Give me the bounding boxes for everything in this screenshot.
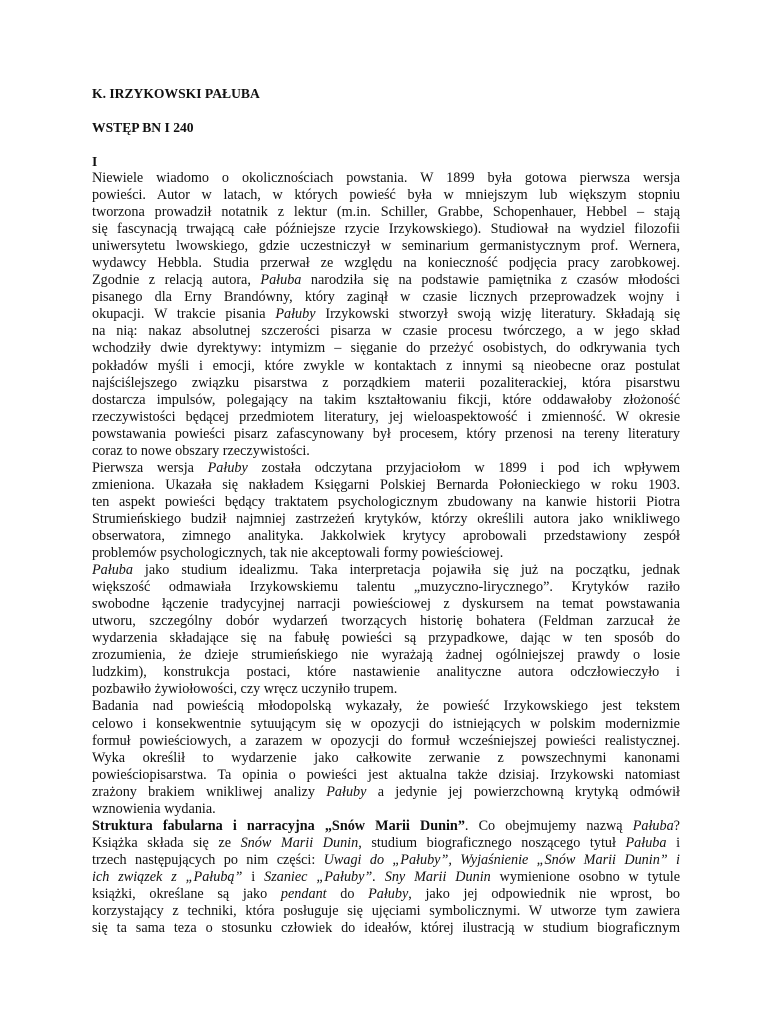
text-line (92, 681, 680, 698)
text-line (92, 801, 680, 818)
text-line (92, 750, 680, 767)
text-segment: narodziła się na podstawie pamiętnika z czasów młodości (301, 272, 680, 289)
text-line (92, 664, 680, 681)
text-line (92, 289, 680, 306)
text-segment: wymienione osobno w tytule (490, 868, 680, 885)
text-line (92, 460, 680, 477)
text-segment: okupacji. W trakcie pisania (92, 306, 276, 323)
text-line (92, 340, 680, 357)
text-line (92, 903, 680, 920)
text-line (92, 886, 680, 903)
text-line (92, 920, 680, 937)
text-line (92, 426, 680, 443)
text-segment: wydarzenia składające się na fabułę powieści są przypadkowe, dając w ten sposób do (92, 630, 680, 647)
text-segment: ? (673, 817, 680, 834)
text-segment: się ta sama teza o stosunku człowiek do ideałów, której ilustracją w studium biograficznym (92, 920, 680, 937)
text-line (92, 255, 680, 272)
text-segment: , jako jej odpowiednik nie wprost, bo (408, 885, 680, 902)
text-segment: Pierwsza wersja (92, 459, 208, 476)
text-line (92, 733, 680, 750)
text-line (92, 306, 680, 323)
bold-heading-text: Struktura fabularna i narracyjna „Snów Marii Dunin” (92, 817, 465, 834)
italic-title-text: Pałuba (92, 562, 133, 579)
text-line (92, 494, 680, 511)
text-segment: swobodne łączenie tradycyjnej narracji powieściowej z dyskursem na temat powstawania (92, 596, 680, 613)
text-line (92, 545, 680, 562)
text-segment: wydawcy Hebbla. Studia przerwał ze względu na konieczność podjęcia pracy zarobkowej. (92, 255, 680, 272)
text-line (92, 375, 680, 392)
text-segment: na nią: nakaz absolutnej szczerości pisarza w czasie procesu twórczego, a w jego skład (92, 323, 680, 340)
text-segment: pokładów myśli i emocji, które zwykle w kontaktach z innymi są nieobecne oraz postulat (92, 357, 680, 374)
text-segment: i (666, 834, 680, 851)
text-segment: pisanego dla Erny Brandówny, który zaginął w czasie licznych przeprowadzek wojny i (92, 289, 680, 306)
text-segment: formuł powieściowych, a zarazem w opozycji do formuł wcześniejszej powieści realistycznej. (92, 732, 680, 749)
text-line (92, 511, 680, 528)
italic-title-text: Uwagi do „Pałuby”, Wyjaśnienie „Snów Marii Dunin” i (323, 851, 680, 868)
text-line (92, 272, 680, 289)
text-line (92, 409, 680, 426)
text-line (92, 818, 680, 835)
document-subtitle: WSTĘP BN I 240 (92, 120, 194, 135)
text-segment: książki, określane są jako (92, 885, 281, 902)
text-line (92, 562, 680, 579)
text-segment: zrażony brakiem wnikliwej analizy (92, 783, 327, 800)
italic-title-text: Pałuby (207, 459, 248, 476)
text-line (92, 238, 680, 255)
text-line (92, 323, 680, 340)
text-segment: i (242, 868, 265, 885)
text-segment: Niewiele wiadomo o okolicznościach powstania. W 1899 była gotowa pierwsza wersja (92, 170, 680, 186)
text-segment: tworzona prowadził notatnik z lektur (m.in. Schiller, Grabbe, Schopenhauer, Hebbel – stają (92, 204, 680, 221)
text-segment: a jedynie jej powierzchowną krytyką odmówił (366, 783, 680, 800)
text-line (92, 852, 680, 869)
text-segment: dostarcza impulsów, polegający na takim kształtowaniu fikcji, które oddawałoby złożoność (92, 391, 680, 408)
text-segment: ludzkim), konstrukcja postaci, które nastawienie analityczne autora odczłowieczyło i (92, 664, 680, 681)
text-segment: powieściopisarstwa. Ta opinia o powieści jest aktualna także dzisiaj. Irzykowski natomiast (92, 766, 680, 783)
text-segment: większość odmawiała Irzykowskiemu talentu „muzyczno-lirycznego”. Krytyków raziło (92, 579, 680, 596)
text-segment: zmieniona. Ukazała się nakładem Księgarni Polskiej Bernarda Połonieckiego w roku 1903. (92, 476, 680, 493)
text-segment: do (326, 885, 369, 902)
text-line (92, 221, 680, 238)
text-segment: ten aspekt powieści będący traktatem psychologicznym zbudowany na kanwie historii Piotra (92, 493, 680, 510)
italic-title-text: ich związek z „Pałubą” (92, 868, 243, 885)
text-line (92, 187, 680, 204)
italic-title-text: Pałuby (326, 783, 367, 800)
body-text (92, 170, 680, 937)
text-line (92, 204, 680, 221)
italic-title-text: Snów Marii Dunin (240, 834, 359, 851)
italic-title-text: Pałuba (625, 834, 667, 851)
text-segment: utworu, szczególny dobór wydarzeń tworzących historię bohatera (Feldman zarzucał że (92, 613, 680, 630)
text-segment: . Co obejmujemy nazwą (464, 817, 633, 834)
italic-title-text: Pałuby (368, 885, 409, 902)
text-line (92, 358, 680, 375)
text-segment: została odczytana przyjaciołom w 1899 i pod ich wpływem (247, 459, 680, 476)
text-line (92, 596, 680, 613)
text-line (92, 443, 680, 460)
text-line (92, 170, 680, 187)
text-segment: Książka składa się ze (92, 834, 241, 851)
text-segment: powstawania powieści pisarz zafascynowany był procesem, który przenosi na tereny literatury (92, 425, 680, 442)
text-segment: powieści. Autor w latach, w których powieść była w mniejszym lub większym stopniu (92, 187, 680, 204)
text-segment: coraz to nowe obszary rzeczywistości. (92, 442, 310, 459)
text-line (92, 698, 680, 715)
text-segment: trzech następujących po nim części: (92, 851, 324, 868)
text-segment: Irzykowski stworzył swoją wizję literatury. Składają się (315, 306, 680, 323)
text-line (92, 392, 680, 409)
text-segment: Wyka określił to wydarzenie jako całkowite zerwanie z powszechnymi kanonami (92, 749, 680, 766)
text-line (92, 835, 680, 852)
text-segment: zrozumienia, że dzieje strumieńskiego nie wyrażają żadnej ogólniejszej prawdy o losie (92, 647, 680, 664)
text-line (92, 869, 680, 886)
text-segment: Badania nad powieścią młodopolską wykazały, że powieść Irzykowskiego jest tekstem (92, 698, 680, 715)
text-segment: pozbawiło żywiołowości, czy wręcz uczyniło trupem. (92, 681, 398, 698)
text-segment: Strumieńskiego budził najmniej zastrzeżeń krytyków, którzy określili autora jako wnikliwego (92, 510, 680, 527)
text-segment: , studium biograficznego noszącego tytuł (358, 834, 626, 851)
text-segment: jako studium idealizmu. Taka interpretacja pojawiła się już na początku, jednak (132, 562, 680, 579)
text-line (92, 477, 680, 494)
text-segment: rzeczywistości będącej przedmiotem literatury, jej wieloaspektowość i zmienność. W okresie (92, 408, 680, 425)
text-line (92, 528, 680, 545)
document-title: K. IRZYKOWSKI PAŁUBA (92, 86, 260, 101)
italic-title-text: pendant (280, 885, 327, 902)
text-segment: się fascynacją trwającą całe późniejsze rzycie Irzykowskiego). Studiował na wydziel filozofii (92, 221, 680, 238)
text-segment: uniwersytetu lwowskiego, gdzie uczestniczył w seminarium germanistycznym prof. Wernera, (92, 238, 680, 255)
text-line (92, 579, 680, 596)
text-segment: wznowienia wydania. (92, 800, 216, 817)
italic-title-text: Pałuba (632, 817, 674, 834)
text-segment: najściślejszego związku pisarstwa z porządkiem materii pozaliterackiej, która pisarstwu (92, 374, 680, 391)
italic-title-text: Pałuba (260, 272, 302, 289)
text-segment: problemów psychologicznych, tak nie akceptowali formy powieściowej. (92, 545, 504, 562)
text-segment: obserwatora, zimnego analityka. Jakkolwiek krytycy aprobowali przedstawiony zespół (92, 527, 680, 544)
text-segment: celowo i konsekwentnie sytuującym się w opozycji do istniejących w polskim modernizmie (92, 715, 680, 732)
text-segment: korzystający z techniki, która posługuje się ujęciami symbolicznymi. W utworze tym zawiera (92, 903, 680, 920)
text-segment: Zgodnie z relacją autora, (92, 272, 261, 289)
text-line (92, 613, 680, 630)
text-line (92, 716, 680, 733)
text-line (92, 647, 680, 664)
italic-title-text: Pałuby (275, 306, 316, 323)
text-segment: wchodziły dwie dyrektywy: intymizm – sięganie do przeżyć osobistych, do odkrywania tych (92, 340, 680, 357)
italic-title-text: Szaniec „Pałuby”. Sny Marii Dunin (264, 868, 491, 885)
text-line (92, 767, 680, 784)
text-line (92, 630, 680, 647)
text-line (92, 784, 680, 801)
section-heading: I (92, 154, 98, 169)
